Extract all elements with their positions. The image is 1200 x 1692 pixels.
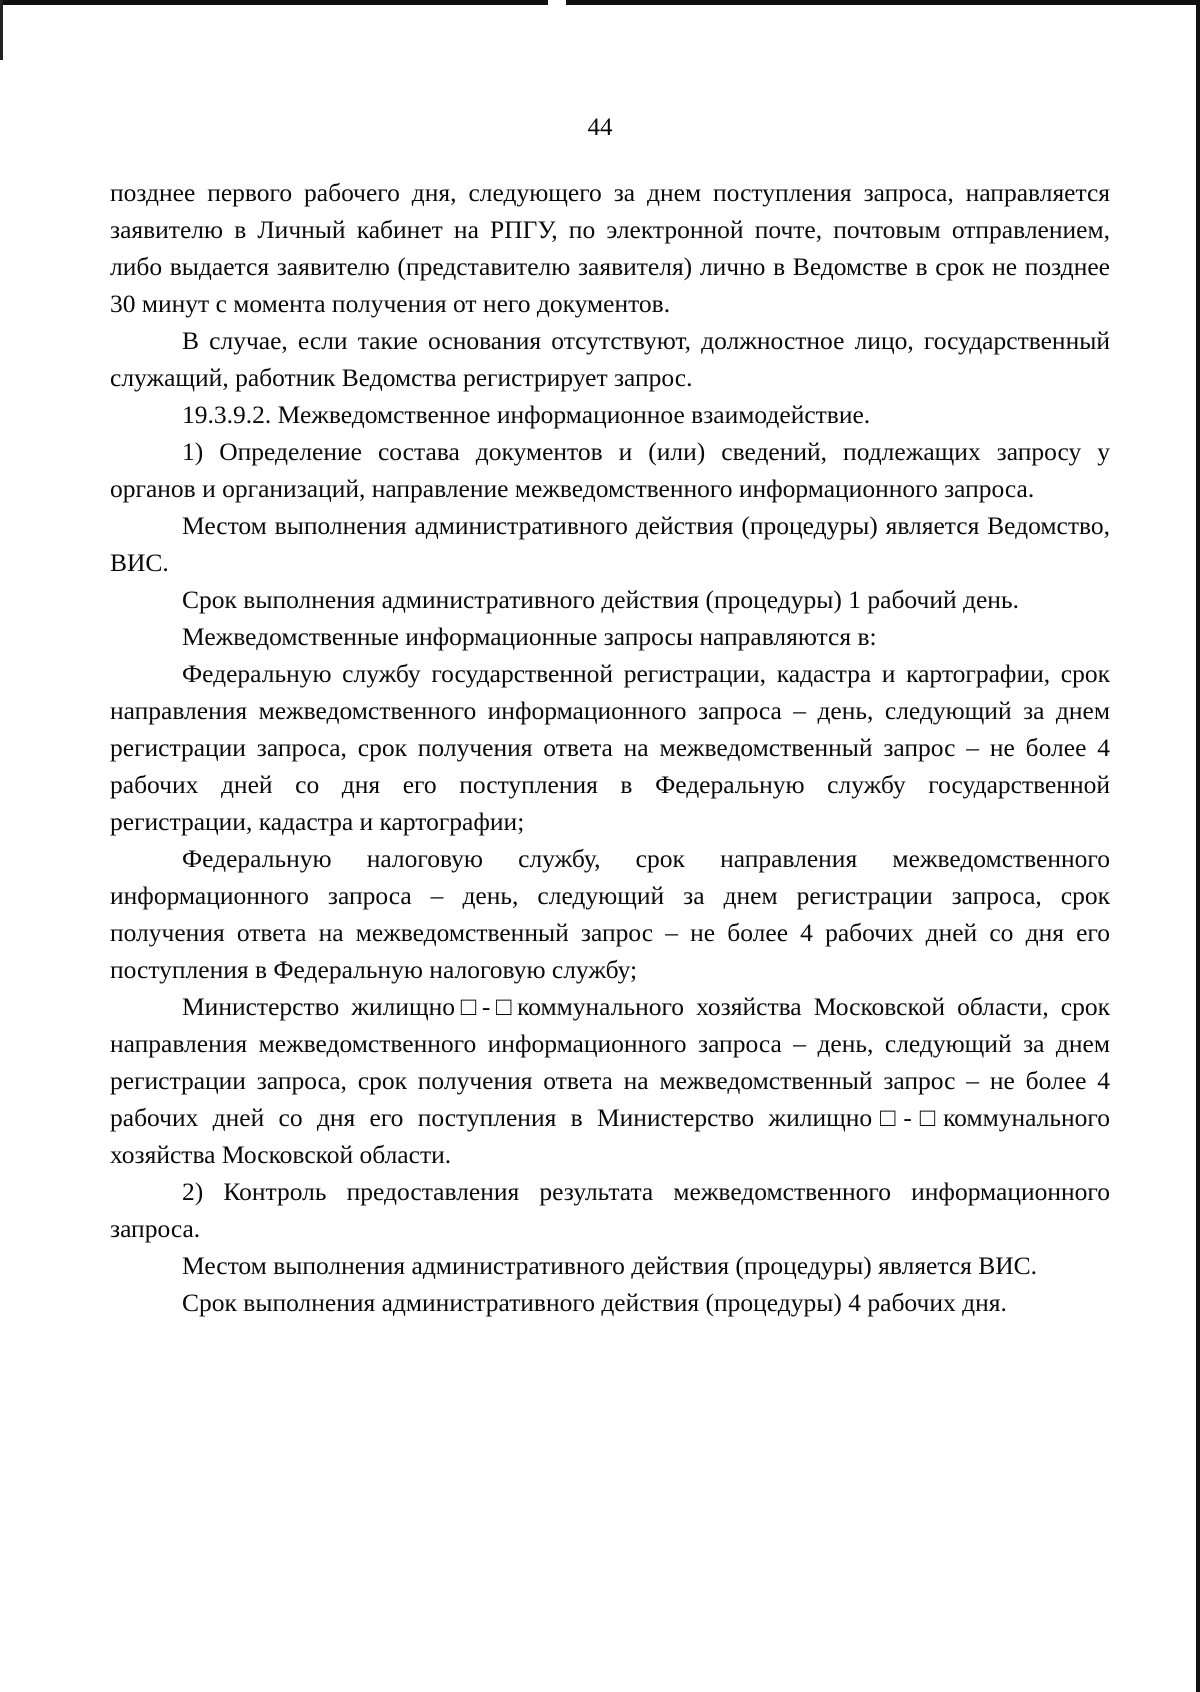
paragraph-term-1: Срок выполнения административного действия (процедуры) 1 рабочий день. bbox=[182, 585, 1019, 614]
paragraph-step-1: 1) Определение состава документов и (или) сведений, подлежащих запросу у органов и организаций, направление межведомственного информационного запроса. bbox=[110, 437, 1110, 503]
paragraph-ministry: Министерство жилищно□-□коммунального хозяйства Московской области, срок направления межведомственного информационного запроса – день, следующий за днем регистрации запроса, срок получения ответа на межведомственный запрос – не более 4 рабочих дней со дня его поступления в Министерство жилищно□-□коммунального хозяйства Московской области. bbox=[110, 992, 1110, 1169]
paragraph-place-2: Местом выполнения административного действия (процедуры) является ВИС. bbox=[182, 1251, 1038, 1280]
paragraph-continuation: позднее первого рабочего дня, следующего за днем поступления запроса, направляется заявителю в Личный кабинет на РПГУ, по электронной почте, почтовым отправлением, либо выдается заявителю (представителю заявителя) лично в Ведомстве в срок не позднее 30 минут с момента получения от него документов. bbox=[110, 178, 1110, 318]
scan-edge-top-gap bbox=[548, 0, 566, 5]
paragraph-place-1: Местом выполнения административного действия (процедуры) является Ведомство, ВИС. bbox=[110, 511, 1110, 577]
paragraph-rosreestr: Федеральную службу государственной регистрации, кадастра и картографии, срок направления межведомственного информационного запроса – день, следующий за днем регистрации запроса, срок получения ответа на межведомственный запрос – не более 4 рабочих дней со дня его поступления в Федеральную службу государственной регистрации, кадастра и картографии; bbox=[110, 659, 1110, 836]
paragraph-step-2: 2) Контроль предоставления результата межведомственного информационного запроса. bbox=[110, 1177, 1110, 1243]
scan-edge-top bbox=[0, 0, 1200, 5]
scan-edge-right bbox=[1196, 0, 1200, 1692]
page-number: 44 bbox=[587, 114, 613, 141]
section-heading-19-3-9-2: 19.3.9.2. Межведомственное информационное взаимодействие. bbox=[182, 400, 871, 429]
paragraph-registration: В случае, если такие основания отсутствуют, должностное лицо, государственный служащий, работник Ведомства регистрирует запрос. bbox=[110, 326, 1110, 392]
scan-edge-left bbox=[0, 0, 3, 60]
document-body bbox=[110, 174, 1110, 1321]
paragraph-fns: Федеральную налоговую службу, срок направления межведомственного информационного запроса – день, следующий за днем регистрации запроса, срок получения ответа на межведомственный запрос – не более 4 рабочих дней со дня его поступления в Федеральную налоговую службу; bbox=[110, 844, 1110, 984]
paragraph-term-2: Срок выполнения административного действия (процедуры) 4 рабочих дня. bbox=[182, 1288, 1007, 1317]
paragraph-requests-intro: Межведомственные информационные запросы направляются в: bbox=[182, 622, 877, 651]
